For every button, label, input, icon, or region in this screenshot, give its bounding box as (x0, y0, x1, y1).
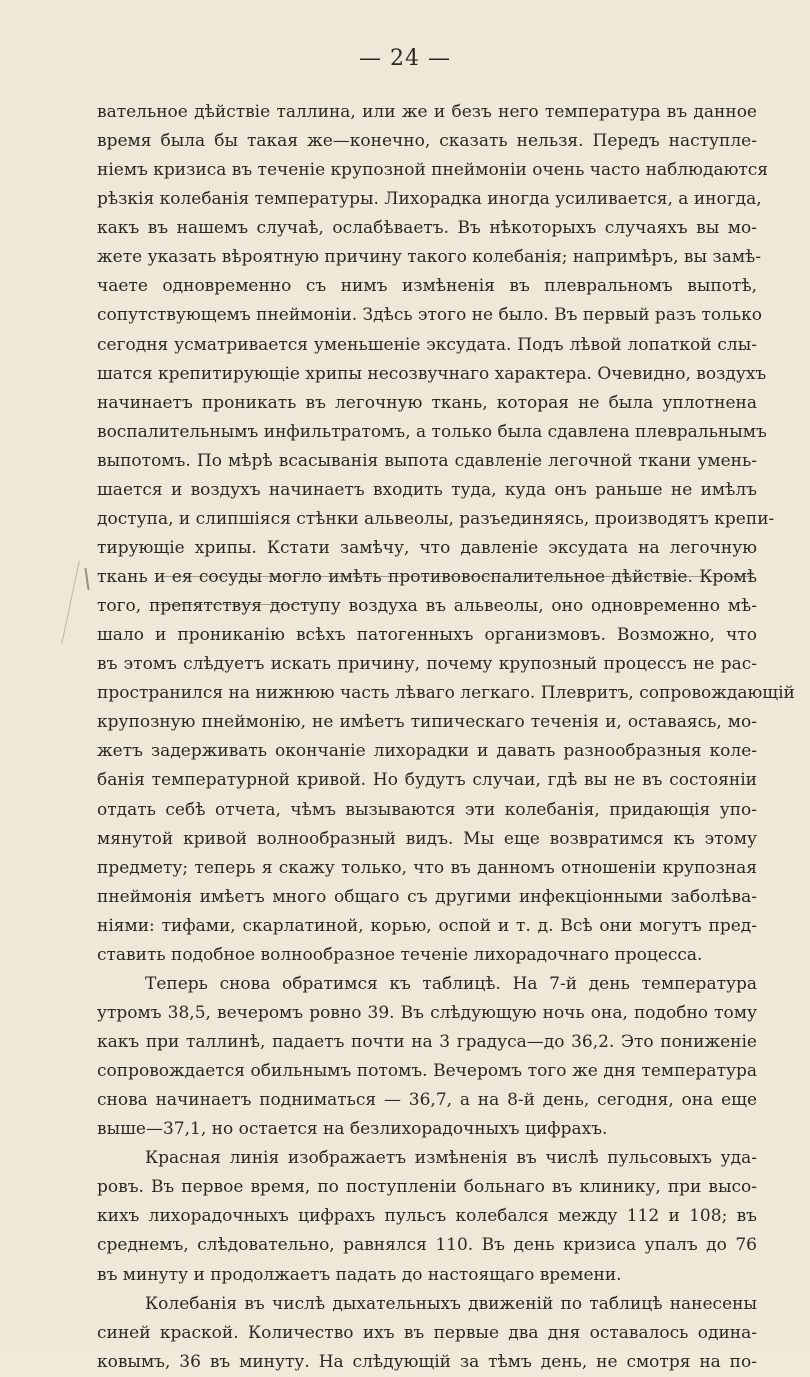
page-number: — 24 — (359, 46, 451, 71)
text-line: сопровождается обильнымъ потомъ. Вечеромъ того же дня температура (97, 1061, 757, 1082)
text-line: воспалительнымъ инфильтратомъ, а только была сдавлена плевральнымъ (97, 421, 767, 442)
text-line: ковымъ, 36 въ минуту. На слѣдующій за тѣмъ день, не смотря на по- (97, 1351, 757, 1372)
text-line: мянутой кривой волнообразный видъ. Мы еще возвратимся къ этому (97, 828, 757, 849)
text-line: доступа, и слипшіяся стѣнки альвеолы, разъединяясь, производятъ крепи- (97, 508, 775, 529)
text-line: выше—37,1, но остается на безлихорадочныхъ цифрахъ. (97, 1119, 608, 1140)
text-line: выпотомъ. По мѣрѣ всасыванія выпота сдавленіе легочной ткани умень- (97, 450, 757, 471)
text-line: чаете одновременно съ нимъ измѣненія въ плевральномъ выпотѣ, (97, 276, 757, 297)
text-line: среднемъ, слѣдовательно, равнялся 110. Въ день кризиса упалъ до 76 (97, 1235, 757, 1256)
text-line: сопутствующемъ пнеймоніи. Здѣсь этого не было. Въ первый разъ только (97, 305, 763, 326)
text-line: ткань и ея сосуды могло имѣть противовоспалительное дѣйствіе. Кромѣ (97, 567, 757, 587)
text-line: шается и воздухъ начинаетъ входить туда, куда онъ раньше не имѣлъ (97, 479, 757, 500)
text-line: банія температурной кривой. Но будутъ случаи, гдѣ вы не въ состояніи (97, 770, 757, 791)
text-line: въ минуту и продолжаетъ падать до настоящаго времени. (97, 1264, 622, 1285)
text-line: того, препятствуя доступу воздуха въ альвеолы, оно одновременно мѣ- (97, 596, 757, 617)
text-line: утромъ 38,5, вечеромъ ровно 39. Въ слѣдующую ночь она, подобно тому (97, 1002, 757, 1023)
text-line: снова начинаетъ подниматься — 36,7, а на 8-й день, сегодня, она еще (97, 1090, 757, 1111)
text-line: рѣзкія колебанія температуры. Лихорадка иногда усиливается, а иногда, (97, 189, 762, 210)
text-line: шало и прониканію всѣхъ патогенныхъ организмовъ. Возможно, что (97, 625, 757, 646)
text-line: вательное дѣйствіе таллина, или же и безъ него температура въ данное (97, 102, 757, 122)
text-line: шатся крепитирующіе хрипы несозвучнаго характера. Очевидно, воздухъ (97, 363, 767, 384)
text-line: кихъ лихорадочныхъ цифрахъ пульсъ колебался между 112 и 108; въ (97, 1206, 757, 1227)
text-line: Колебанія въ числѣ дыхательныхъ движеній по таблицѣ нанесены (145, 1293, 757, 1314)
text-line: въ этомъ слѣдуетъ искать причину, почему крупозный процессъ не рас- (97, 654, 757, 675)
text-line: какъ при таллинѣ, падаетъ почти на 3 градуса—до 36,2. Это пониженіе (97, 1032, 757, 1052)
text-line: какъ въ нашемъ случаѣ, ослабѣваетъ. Въ нѣкоторыхъ случаяхъ вы мо- (97, 218, 757, 239)
text-line: Теперь снова обратимся къ таблицѣ. На 7-й день температура (145, 973, 757, 994)
text-line: крупозную пнеймонію, не имѣетъ типическаго теченія и, оставаясь, мо- (97, 712, 757, 733)
text-line: ставить подобное волнообразное теченіе лихорадочнаго процесса. (97, 944, 703, 965)
text-line: жете указать вѣроятную причину такого колебанія; напримѣръ, вы замѣ- (97, 247, 762, 268)
text-line: время была бы такая же—конечно, сказать нельзя. Передъ наступле- (97, 131, 757, 152)
text-line: пнеймонія имѣетъ много общаго съ другими инфекціонными заболѣва- (97, 886, 757, 907)
text-line: начинаетъ проникать въ легочную ткань, которая не была уплотнена (97, 392, 757, 413)
text-line: сегодня усматривается уменьшеніе эксудата. Подъ лѣвой лопаткой слы- (97, 334, 757, 355)
margin-pencil-mark (84, 568, 89, 590)
margin-pencil-mark-long (61, 561, 80, 644)
text-line: предмету; теперь я скажу только, что въ данномъ отношеніи крупозная (97, 857, 757, 878)
body-text (97, 98, 795, 1377)
text-line: пространился на нижнюю часть лѣваго легкаго. Плевритъ, сопровождающій (97, 683, 795, 704)
text-line: ніями: тифами, скарлатиной, корью, оспой и т. д. Всѣ они могутъ пред- (97, 915, 757, 936)
text-line: ровъ. Въ первое время, по поступленіи больнаго въ клинику, при высо- (97, 1177, 757, 1198)
text-line: ніемъ кризиса въ теченіе крупозной пнеймоніи очень часто наблюдаются (97, 160, 769, 181)
text-line: отдать себѣ отчета, чѣмъ вызываются эти колебанія, придающія упо- (97, 799, 757, 820)
text-line: тирующіе хрипы. Кстати замѣчу, что давленіе эксудата на легочную (97, 537, 757, 558)
text-line: Красная линія изображаетъ измѣненія въ числѣ пульсовыхъ уда- (145, 1148, 757, 1169)
text-line: синей краской. Количество ихъ въ первые два дня оставалось одина- (97, 1322, 757, 1343)
text-line: жетъ задерживать окончаніе лихорадки и давать разнообразныя коле- (97, 741, 757, 762)
